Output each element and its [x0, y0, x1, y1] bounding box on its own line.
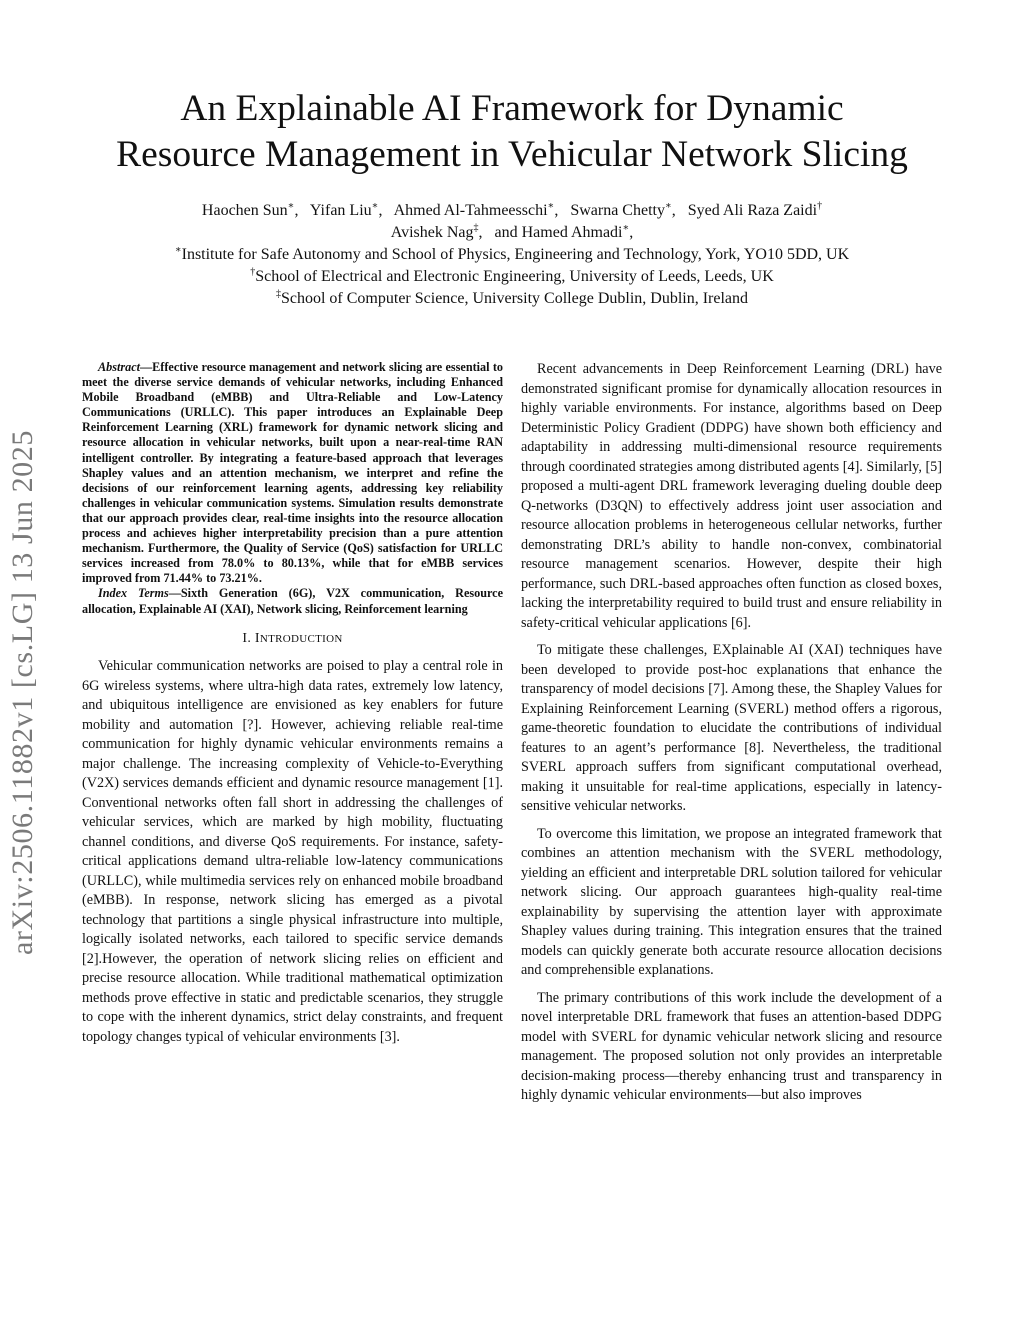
body-paragraph-3: To overcome this limitation, we propose an integrated framework that combines an attention mechanism with the SVERL methodology, yielding an efficient and interpretable DRL solution tailored for vehicular network slicing. Our approach guarantees high-quality real-time explainability by supervising the attention layer with approximate Shapley values during training. This integration ensures that the trained models can quickly generate both accurate resource allocation decisions and comprehensible explanations.	[521, 825, 942, 978]
author-name: Yifan Liu	[309, 202, 372, 219]
abstract-label: Abstract	[98, 360, 140, 374]
title-line-2: Resource Management in Vehicular Network Slicing	[116, 134, 908, 175]
author-line-2: Avishek Nag‡, and Hamed Ahmadi∗,	[390, 222, 634, 241]
author-name: Ahmed Al-Tahmeesschi	[393, 202, 548, 219]
intro-paragraph-1: Vehicular communication networks are poised to play a central role in 6G wireless systems, where ultra-high data rates, extremely low latency, and ubiquitous intelligence are envisioned as key enablers for future mobility and automation [?]. However, achieving reliable real-time communication for highly dynamic vehicular environments remains a major challenge. The increasing complexity of Vehicle-to-Everything (V2X) services demands efficient and dynamic resource management [1]. Conventional networks often fall short in addressing the challenges of vehicular services, which are marked by high mobility, fluctuating channel conditions, and diverse QoS requirements. For instance, safety-critical applications demand ultra-reliable low-latency communications (URLLC), while multimedia services rely on enhanced mobile broadband (eMBB). In response, network slicing has emerged as a pivotal technology that partitions a single physical infrastructure into multiple, logically isolated networks, each tailored to specific service demands [2].However, the operation of network slicing relies on efficient and precise resource allocation. While traditional mathematical optimization methods prove effective in static and predictable scenarios, they struggle to cope with the inherent dynamics, strict delay constraints, and frequent topology changes typical of vehicular environments [3].	[82, 658, 503, 1045]
index-terms-text: —Sixth Generation (6G), V2X communication, Resource allocation, Explainable AI (XAI), Network slicing, Reinforcement learning	[82, 586, 504, 616]
index-terms	[82, 586, 503, 616]
author-name: Swarna Chetty	[570, 202, 665, 219]
arxiv-identifier: arXiv:2506.11882v1 [cs.LG] 13 Jun 2025	[6, 430, 39, 955]
body-paragraph-1: Recent advancements in Deep Reinforcement Learning (DRL) have demonstrated significant promise for dynamically allocation resources in highly variable environments. For instance, algorithms based on Deep Deterministic Policy Gradient (DDPG) have shown both efficiency and adaptability in addressing multi-dimensional resource requirements through coordinated strategies among distributed agents [4]. Similarly, [5] proposed a multi-agent DRL framework leveraging dueling double deep Q-networks (D3QN) to effectively address joint user association and resource allocation problems in heterogeneous cellular networks, further demonstrating DRL’s ability to handle non-convex, combinatorial resource management scenarios. However, despite their high performance, such DRL-based approaches often function as closed boxes, lacking the interpretability required to build trust and ensure reliability in safety-critical vehicular applications [6].	[521, 361, 942, 631]
author-name: Avishek Nag	[390, 224, 474, 241]
affiliation-york: ∗Institute for Safe Autonomy and School of Physics, Engineering and Technology, York, YO10 5DD, UK	[174, 244, 850, 263]
index-terms-label: Index Terms	[98, 586, 169, 601]
left-column	[82, 360, 503, 1055]
affiliation-leeds: †School of Electrical and Electronic Engineering, University of Leeds, Leeds, UK	[250, 266, 774, 285]
abstract	[82, 360, 503, 586]
right-column	[521, 360, 942, 1114]
author-line-1: Haochen Sun∗, Yifan Liu∗, Ahmed Al-Tahmeesschi∗, Swarna Chetty∗, Syed Ali Raza Zaidi†	[201, 200, 823, 219]
author-block	[60, 200, 964, 310]
section-heading-introduction: I. INTRODUCTION	[242, 630, 343, 646]
author-name: Haochen Sun	[201, 202, 288, 219]
affiliation-dublin: ‡School of Computer Science, University College Dublin, Dublin, Ireland	[275, 288, 749, 307]
body-paragraph-2: To mitigate these challenges, EXplainable AI (XAI) techniques have been developed to provide post-hoc explanations that enhance the transparency of model decisions [7]. Among these, the Shapley Values for Explaining Reinforcement Learning (SVERL) method offers a rigorous, game-theoretic foundation to elucidate the contributions of individual features to an agent’s performance [8]. Nevertheless, the traditional SVERL approach suffers from significant computational overhead, making it unsuitable for real-time applications, especially in latency-sensitive vehicular networks.	[521, 642, 942, 814]
title-line-1: An Explainable AI Framework for Dynamic	[180, 88, 844, 129]
author-name: and Hamed Ahmadi	[494, 224, 623, 241]
paper-title	[60, 86, 964, 178]
author-name: Syed Ali Raza Zaidi	[687, 202, 818, 219]
body-paragraph-4: The primary contributions of this work include the development of a novel interpretable DRL framework that fuses an attention-based DDPG model with SVERL for dynamic vehicular network slicing and resource management. The proposed solution not only provides an interpretable decision-making process—thereby enhancing trust and transparency in highly dynamic vehicular environments—but also improves	[521, 989, 942, 1103]
abstract-text: —Effective resource management and network slicing are essential to meet the diverse service demands of vehicular networks, including Enhanced Mobile Broadband (eMBB) and Ultra-Reliable and Low-Latency Communications (URLLC). This paper introduces an Explainable Deep Reinforcement Learning (XRL) framework for dynamic network slicing and resource allocation in vehicular networks, built upon a near-real-time RAN intelligent controller. By integrating a feature-based approach that leverages Shapley values and an attention mechanism, we interpret and refine the decisions of our reinforcement learning agents, addressing key reliability challenges in vehicular communication systems. Simulation results demonstrate that our approach provides clear, real-time insights into the resource allocation process and achieves higher interpretability precision than a pure attention mechanism. Furthermore, the Quality of Service (QoS) satisfaction for URLLC services increased from 78.0% to 80.13%, while that for eMBB services improved from 71.44% to 73.21%.	[82, 360, 503, 586]
